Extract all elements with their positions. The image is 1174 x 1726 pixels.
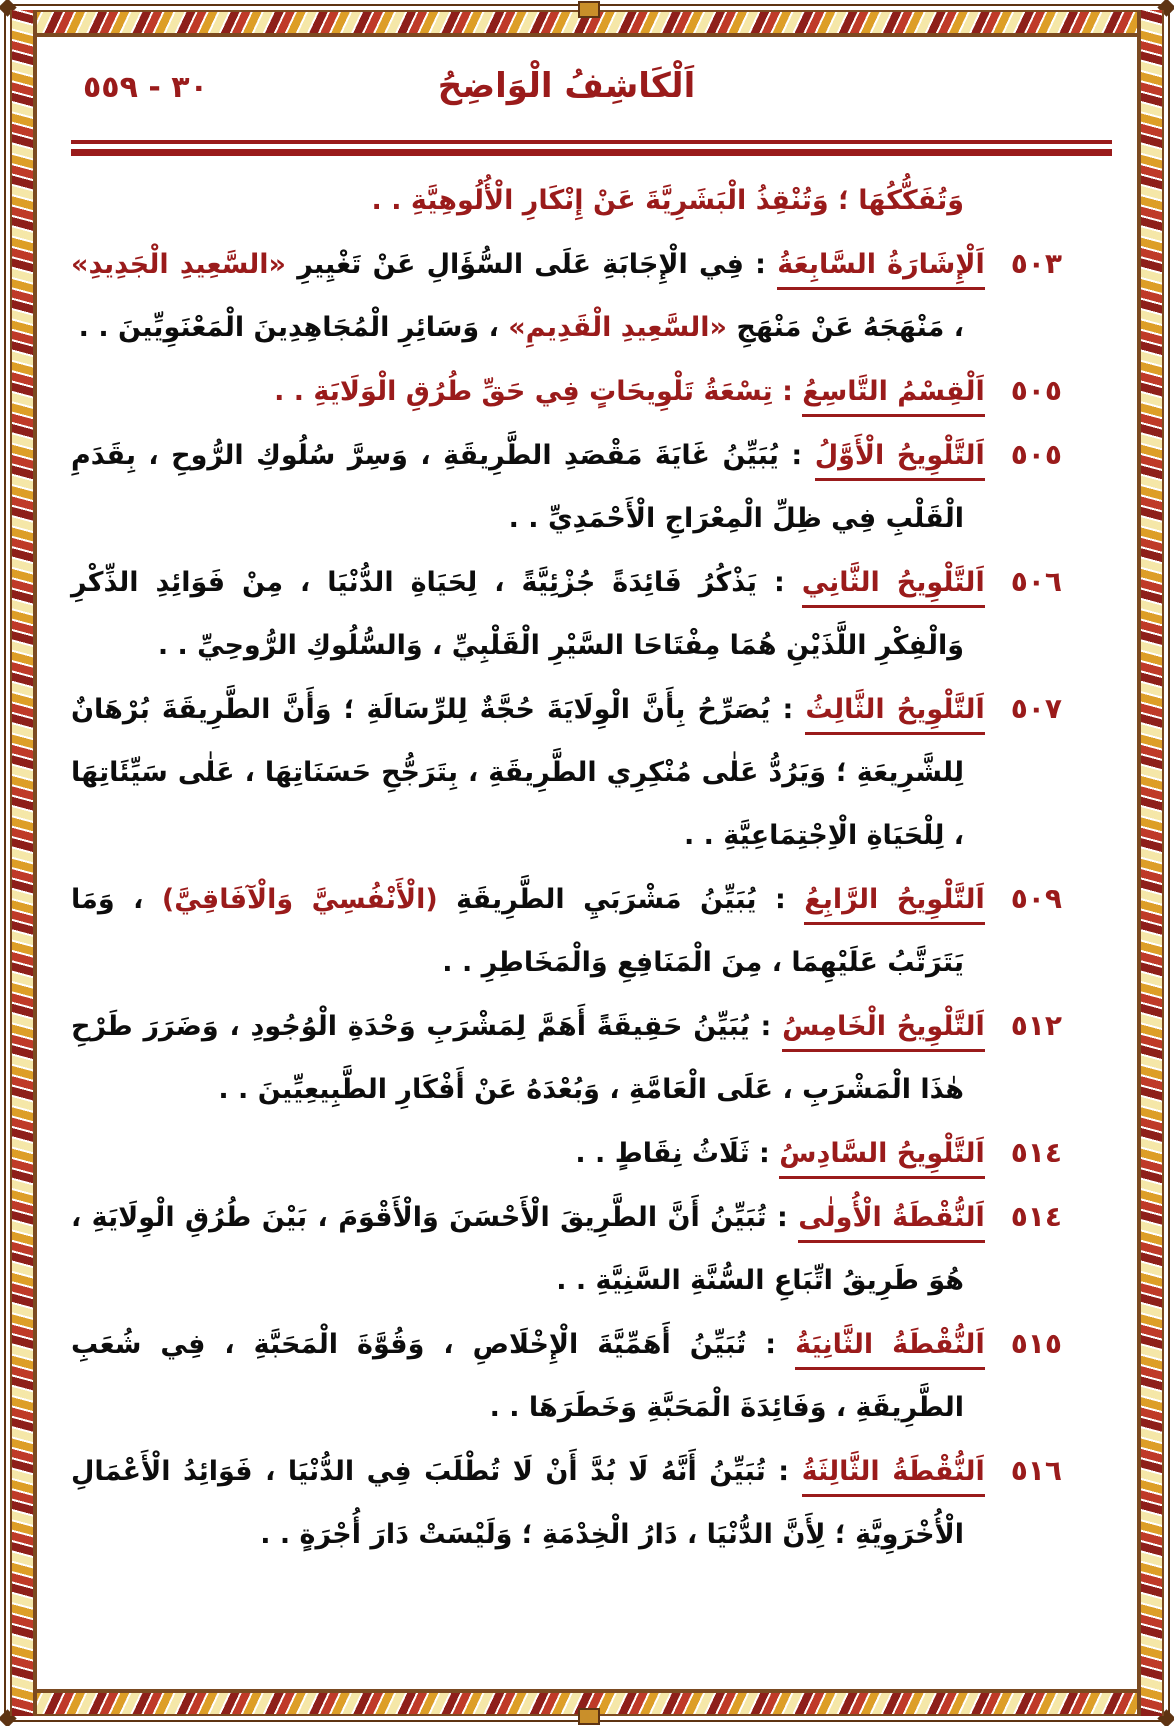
item-heading: اَلتَّلْوِيحُ الرَّابِعُ [804, 884, 984, 925]
item-number: ٥١٢ [1010, 1009, 1062, 1042]
body-segment: ، وَمَا يَتَرَتَّبُ عَلَيْهِمَا ، مِنَ الْمَنَافِعِ وَالْمَخَاطِرِ . . [71, 884, 964, 978]
body-segment: تُبَيِّنُ أَنَّ الطَّرِيقَ الْأَحْسَنَ وَالْأَقْوَمَ ، بَيْنَ طُرُقِ الْوِلَايَةِ ، هُوَ طَرِيقُ اتِّبَاعِ السُّنَّةِ السَّنِيَّةِ . . [71, 1202, 964, 1296]
item-body [274, 376, 802, 407]
frame-center-ornament-bottom [578, 1708, 600, 1725]
body-segment: : [778, 440, 815, 471]
body-segment: تُبَيِّنُ أَهَمِّيَّةَ الْإِخْلَاصِ ، وَقُوَّةَ الْمَحَبَّةِ ، فِي شُعَبِ الطَّرِيقَةِ ، وَفَائِدَةَ الْمَحَبَّةِ وَخَطَرَهَا . . [71, 1329, 964, 1423]
list-item [71, 994, 1062, 1121]
list-item [71, 677, 1062, 867]
body-segment: : [743, 249, 778, 280]
body-segment: ثَلَاثُ نِقَاطٍ . . [575, 1138, 750, 1169]
body-segment: «السَّعِيدِ الْقَدِيمِ» [508, 312, 727, 343]
item-number: ٥٠٩ [1010, 882, 1062, 915]
item-number: ٥١٤ [1010, 1200, 1062, 1233]
item-heading: اَلتَّلْوِيحُ السَّادِسُ [779, 1138, 984, 1179]
list-item [71, 1312, 1062, 1439]
page-number: ٣٠ - ٥٥٩ [83, 70, 208, 105]
body-segment: ، وَسَائِرِ الْمُجَاهِدِينَ الْمَعْنَوِيِّينَ . . [78, 312, 509, 343]
body-segment: : [749, 1138, 780, 1169]
body-segment: يُبَيِّنُ حَقِيقَةً أَهَمَّ لِمَشْرَبِ وَحْدَةِ الْوُجُودِ ، وَضَرَرَ طَرْحِ هٰذَا الْمَشْرَبِ ، عَلَى الْعَامَّةِ ، وَبُعْدَهُ عَنْ أَفْكَارِ الطَّبِيعِيِّينَ . . [71, 1011, 964, 1105]
list-item [71, 1121, 1062, 1185]
body-segment: فِي الْإِجَابَةِ عَلَى السُّؤَالِ عَنْ تَغْيِيرِ [286, 249, 744, 280]
page-content [71, 66, 1112, 1566]
list-item [71, 1439, 1062, 1566]
body-segment: ، مَنْهَجَهُ عَنْ مَنْهَجِ [726, 312, 964, 343]
text-body [71, 169, 1062, 1566]
list-item [71, 1185, 1062, 1312]
item-number: ٥٠٥ [1010, 374, 1062, 407]
item-number: ٥٠٥ [1010, 438, 1062, 471]
intro-line: وَتُفَكُّكُهَا ؛ وَتُنْقِذُ الْبَشَرِيَّةَ عَنْ إِنْكَارِ الْأُلُوهِيَّةِ . . [371, 185, 964, 216]
item-heading: اَلنُّقْطَةُ الثَّالِثَةُ [802, 1456, 985, 1497]
body-segment: «السَّعِيدِ الْجَدِيدِ» [71, 249, 287, 280]
body-segment: : [770, 694, 806, 725]
item-heading: اَلْقِسْمُ التَّاسِعُ [802, 376, 984, 417]
list-item [71, 550, 1062, 677]
body-segment: : [756, 884, 805, 915]
body-segment: يُبَيِّنُ مَشْرَبَيِ الطَّرِيقَةِ [437, 884, 757, 915]
page-header [71, 66, 1112, 140]
item-heading: اَلنُّقْطَةُ الثَّانِيَةُ [795, 1329, 985, 1370]
item-number: ٥١٦ [1010, 1454, 1062, 1487]
body-segment: يُبَيِّنُ غَايَةَ مَقْصَدِ الطَّرِيقَةِ ، وَسِرَّ سُلُوكِ الرُّوحِ ، بِقَدَمِ الْقَلْبِ فِي ظِلِّ الْمِعْرَاجِ الْأَحْمَدِيِّ . . [71, 440, 964, 534]
list-item [71, 423, 1062, 550]
list-item [71, 232, 1062, 359]
item-number: ٥٠٣ [1010, 247, 1062, 280]
body-segment: تُبَيِّنُ أَنَّهُ لَا بُدَّ أَنْ لَا تُطْلَبَ فِي الدُّنْيَا ، فَوَائِدُ الْأَعْمَالِ الْأُخْرَوِيَّةِ ؛ لِأَنَّ الدُّنْيَا ، دَارُ الْخِدْمَةِ ؛ وَلَيْسَتْ دَارَ أُجْرَةٍ . . [71, 1456, 964, 1550]
frame-band-right [1137, 10, 1164, 1716]
item-heading: اَلتَّلْوِيحُ الثَّانِي [802, 567, 985, 608]
page-title: اَلْكَاشِفُ الْوَاضِحُ [437, 66, 696, 106]
item-heading: اَلتَّلْوِيحُ الْأَوَّلُ [815, 440, 985, 481]
body-segment: : [766, 1202, 799, 1233]
item-number: ٥١٥ [1010, 1327, 1062, 1360]
list-item [71, 359, 1062, 423]
item-number: ٥٠٦ [1010, 565, 1062, 598]
body-segment: يَذْكُرُ فَائِدَةً جُزْئِيَّةً ، لِحَيَاةِ الدُّنْيَا ، مِنْ فَوَائِدِ الذِّكْرِ وَالْفِكْرِ اللَّذَيْنِ هُمَا مِفْتَاحَا السَّيْرِ الْقَلْبِيِّ ، وَالسُّلُوكِ الرُّوحِيِّ . . [71, 567, 964, 661]
body-segment: يُصَرِّحُ بِأَنَّ الْوِلَايَةَ حُجَّةٌ لِلرِّسَالَةِ ؛ وَأَنَّ الطَّرِيقَةَ بُرْهَانٌ لِلشَّرِيعَةِ ؛ وَيَرُدُّ عَلٰى مُنْكِرِي الطَّرِيقَةِ ، بِتَرَجُّحِ حَسَنَاتِهَا ، عَلٰى سَيِّئَاتِهَا ، لِلْحَيَاةِ الْاِجْتِمَاعِيَّةِ . . [71, 694, 964, 851]
body-segment: : [756, 567, 802, 598]
header-double-rule [71, 140, 1112, 156]
item-heading: اَلتَّلْوِيحُ الْخَامِسُ [782, 1011, 985, 1052]
body-segment: : [749, 1011, 783, 1042]
body-segment: (الْأَنْفُسِيَّ وَالْآفَاقِيَّ) [161, 884, 438, 915]
body-segment: : تِسْعَةُ تَلْوِيحَاتٍ فِي حَقِّ طُرُقِ الْوَلَايَةِ . . [274, 376, 803, 407]
item-body [575, 1138, 779, 1169]
item-heading: اَلتَّلْوِيحُ الثَّالِثُ [805, 694, 984, 735]
body-segment: : [746, 1329, 796, 1360]
body-segment: : [765, 1456, 802, 1487]
item-number: ٥١٤ [1010, 1136, 1062, 1169]
item-heading: اَلنُّقْطَةُ الْأُولٰى [798, 1202, 985, 1243]
frame-center-ornament-top [578, 1, 600, 18]
list-item [71, 867, 1062, 994]
items-list [71, 232, 1062, 1566]
frame-band-left [10, 10, 37, 1716]
item-number: ٥٠٧ [1010, 692, 1062, 725]
item-heading: اَلْإِشَارَةُ السَّابِعَةُ [777, 249, 985, 290]
